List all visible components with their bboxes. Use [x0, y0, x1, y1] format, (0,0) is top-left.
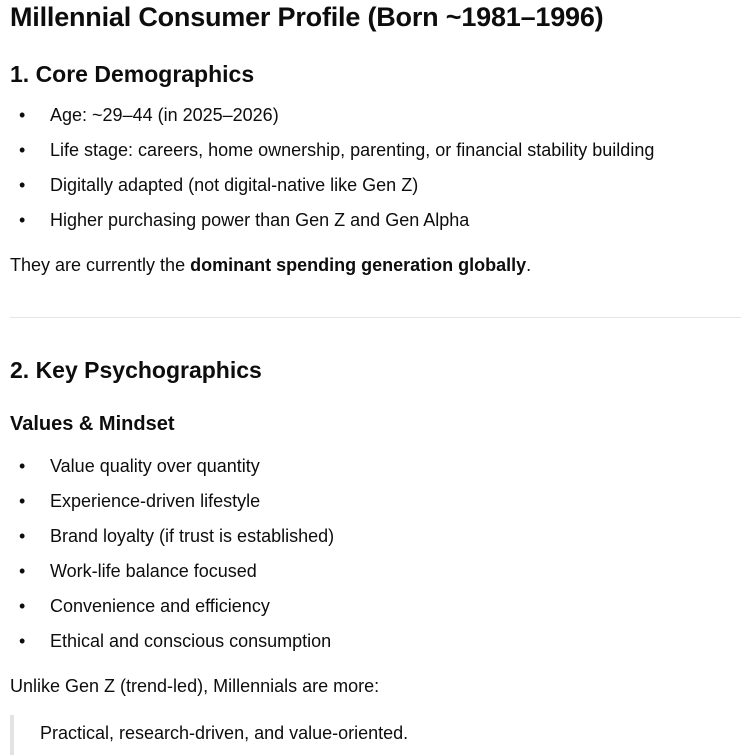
emphasis-text: dominant spending generation globally	[190, 255, 527, 275]
bullet-icon: •	[19, 210, 26, 230]
list-item: • Digitally adapted (not digital-native like Gen Z)	[10, 168, 654, 203]
blockquote	[10, 715, 408, 755]
contrast-text: Unlike Gen Z (trend-led), Millennials are more:	[10, 676, 380, 696]
quote-text: Practical, research-driven, and value-oriented.	[40, 723, 409, 743]
list-item: • Value quality over quantity	[10, 449, 334, 484]
subheading-values-mindset: Values & Mindset	[10, 413, 175, 435]
bullet-icon: •	[19, 140, 26, 160]
bullet-icon: •	[19, 175, 26, 195]
list-item: • Convenience and efficiency	[10, 589, 334, 624]
list-item: • Higher purchasing power than Gen Z and Gen Alpha	[10, 203, 654, 238]
list-item: • Life stage: careers, home ownership, parenting, or financial stability building	[10, 133, 654, 168]
page-title: Millennial Consumer Profile (Born ~1981–1996)	[10, 2, 604, 32]
core-demographics-list	[10, 98, 654, 238]
bullet-icon: •	[19, 526, 26, 546]
bullet-icon: •	[19, 491, 26, 511]
bullet-icon: •	[19, 561, 26, 581]
list-item: • Brand loyalty (if trust is established)	[10, 519, 334, 554]
section-heading-core-demographics: 1. Core Demographics	[10, 61, 255, 87]
bullet-icon: •	[19, 596, 26, 616]
list-item: • Experience-driven lifestyle	[10, 484, 334, 519]
section-heading-key-psychographics: 2. Key Psychographics	[10, 357, 262, 383]
bullet-icon: •	[19, 456, 26, 476]
spending-summary: They are currently the dominant spending generation globally.	[10, 255, 532, 275]
bullet-icon: •	[19, 631, 26, 651]
section-divider	[10, 317, 741, 318]
list-item: • Ethical and conscious consumption	[10, 624, 334, 659]
list-item: • Age: ~29–44 (in 2025–2026)	[10, 98, 654, 133]
values-mindset-list	[10, 449, 334, 659]
list-item: • Work-life balance focused	[10, 554, 334, 589]
bullet-icon: •	[19, 105, 26, 125]
